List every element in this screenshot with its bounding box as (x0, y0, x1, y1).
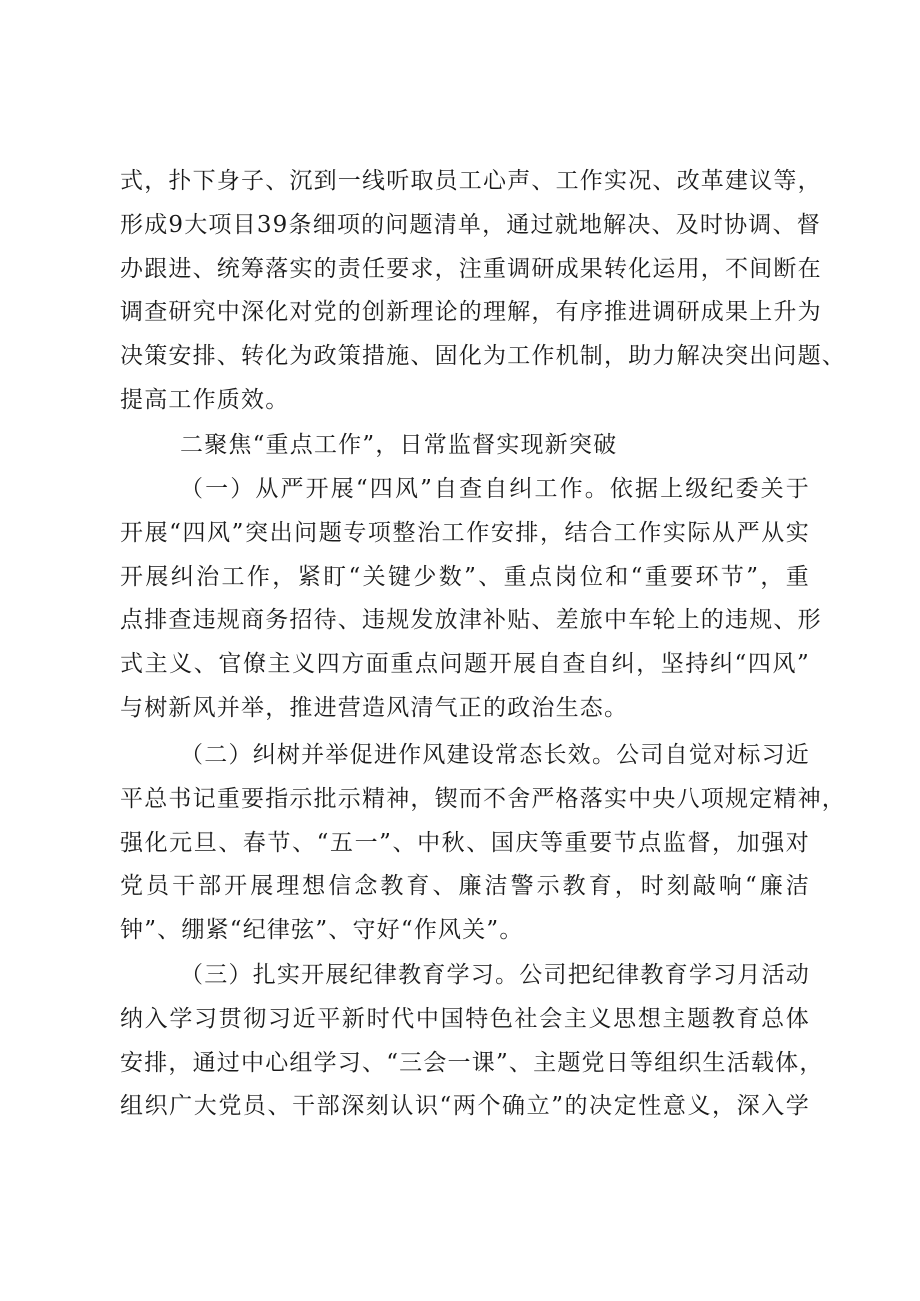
text-line: 调查研究中深化对党的创新理论的理解，有序推进调研成果上升为 (120, 299, 822, 326)
text-line: 党员干部开展理想信念教育、廉洁警示教育，时刻敲响“廉洁 (120, 873, 810, 900)
text-line: 提高工作质效。 (120, 386, 290, 413)
section-heading: 二聚焦“重点工作”，日常监督实现新突破 (180, 432, 618, 458)
text-line: 平总书记重要指示批示精神，锲而不舍严格落实中央八项规定精神， (120, 785, 846, 812)
text-line: 组织广大党员、干部深刻认识“两个确立”的决定性意义，深入学 (120, 1093, 810, 1120)
text-line: 钟”、绷紧“纪律弦”、守好“作风关”。 (120, 917, 524, 944)
text-line: 开展“四风”突出问题专项整治工作安排，结合工作实际从严从实 (120, 519, 810, 546)
text-line: 办跟进、统筹落实的责任要求，注重调研成果转化运用，不间断在 (120, 255, 822, 282)
text-line: 与树新风并举，推进营造风清气正的政治生态。 (120, 694, 629, 721)
text-line: 式主义、官僚主义四方面重点问题开展自查自纠，坚持纠“四风” (120, 651, 810, 678)
paragraph-four-winds-self-check (120, 468, 822, 731)
text-line: 安排，通过中心组学习、“三会一课”、主题党日等组织生活载体， (120, 1049, 824, 1076)
text-line: 式，扑下身子、沉到一线听取员工心声、工作实况、改革建议等， (120, 168, 822, 194)
text-line: 纳入学习贯彻习近平新时代中国特色社会主义思想主题教育总体 (120, 1005, 810, 1032)
text-line: 强化元旦、春节、“五一”、中秋、国庆等重要节点监督，加强对 (120, 829, 810, 856)
text-line: 决策安排、转化为政策措施、固化为工作机制，助力解决突出问题、 (120, 343, 846, 370)
text-line: 形成9大项目39条细项的问题清单，通过就地解决、及时协调、督 (120, 211, 821, 238)
text-line: 点排查违规商务招待、违规发放津补贴、差旅中车轮上的违规、形 (120, 607, 822, 634)
text-line: （二）纠树并举促进作风建设常态长效。公司自觉对标习近 (180, 742, 810, 768)
paragraph-work-style-building (120, 734, 846, 953)
text-line: （一）从严开展“四风”自查自纠工作。依据上级纪委关于 (180, 476, 810, 502)
text-line: 开展纠治工作，紧盯“关键少数”、重点岗位和“重要环节”，重 (120, 563, 810, 590)
text-line: （三）扎实开展纪律教育学习。公司把纪律教育学习月活动 (180, 962, 810, 988)
paragraph-research-outcomes (120, 160, 846, 423)
paragraph-discipline-education (120, 954, 824, 1129)
